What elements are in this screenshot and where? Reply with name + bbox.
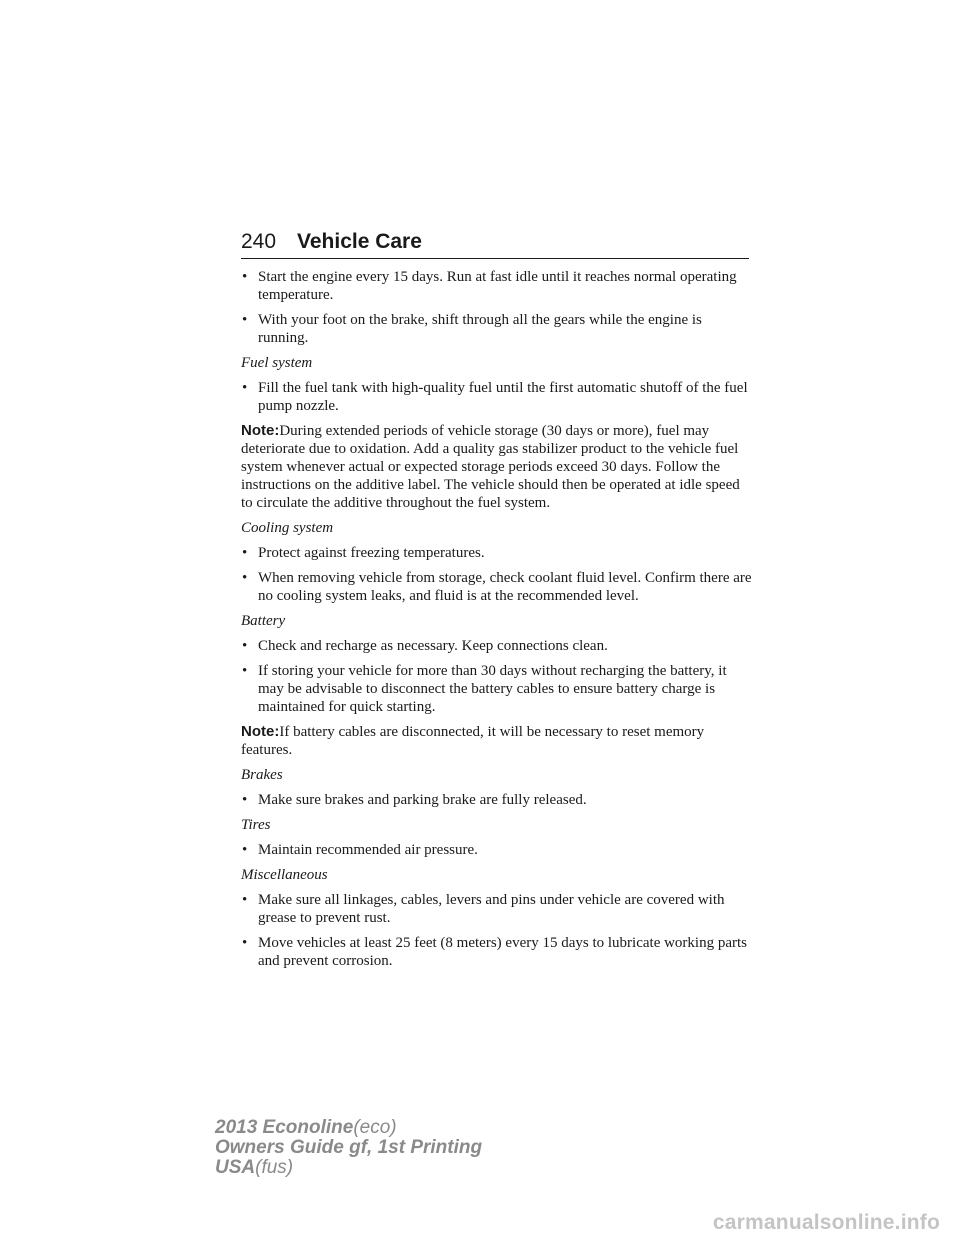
subheading-cooling-system: Cooling system [241, 520, 334, 536]
footer-model: 2013 Econoline [215, 1117, 354, 1138]
subheading-miscellaneous: Miscellaneous [241, 867, 328, 883]
footer-market-code: (fus) [255, 1157, 294, 1178]
bullet-mark: • [242, 380, 248, 396]
bullet-text: Protect against freezing temperatures. [258, 545, 485, 561]
bullet-mark: • [242, 638, 248, 654]
bullet-text: Make sure brakes and parking brake are fully released. [258, 792, 587, 808]
bullet-text: Fill the fuel tank with high-quality fuel until the first automatic shutoff of the fuel pump nozzle. [258, 380, 748, 414]
bullet-item [241, 791, 753, 809]
subheading-battery: Battery [241, 613, 286, 629]
bullet-item [241, 569, 753, 605]
bullet-item [241, 934, 753, 970]
bullet-text: Make sure all linkages, cables, levers and pins under vehicle are covered with grease to prevent rust. [258, 892, 725, 926]
subheading-brakes: Brakes [241, 767, 283, 783]
bullet-text: Move vehicles at least 25 feet (8 meters) every 15 days to lubricate working parts and prevent corrosion. [258, 935, 748, 969]
bullet-mark: • [242, 269, 248, 285]
bullet-mark: • [242, 545, 248, 561]
subheading-fuel-system: Fuel system [241, 355, 313, 371]
bullet-text: Start the engine every 15 days. Run at fast idle until it reaches normal operating temperature. [258, 269, 737, 303]
section-title: Vehicle Care [297, 230, 422, 253]
note-text: During extended periods of vehicle storage (30 days or more), fuel may deteriorate due to oxidation. Add a quality gas stabilizer product to the vehicle fuel system whenever actual or expected storage periods exceed 30 days. Follow the instructions on the additive label. The vehicle should then be operated at idle speed to circulate the additive throughout the fuel system. [241, 423, 740, 511]
bullet-item [241, 637, 753, 655]
note-label: Note: [241, 723, 280, 740]
bullet-mark: • [242, 312, 248, 328]
note-fuel [241, 422, 753, 512]
footer-market: USA [215, 1157, 256, 1178]
footer-line-market [215, 1158, 482, 1178]
bullet-item [241, 379, 753, 415]
page-body [241, 268, 753, 977]
bullet-mark: • [242, 892, 248, 908]
page-number: 240 [241, 230, 277, 253]
subheading-tires: Tires [241, 817, 271, 833]
bullet-text: Check and recharge as necessary. Keep connections clean. [258, 638, 608, 654]
note-label: Note: [241, 422, 280, 439]
page-header [241, 228, 749, 259]
bullet-item [241, 662, 753, 716]
bullet-mark: • [242, 570, 248, 586]
bullet-item [241, 544, 753, 562]
bullet-item [241, 841, 753, 859]
bullet-mark: • [242, 935, 248, 951]
bullet-mark: • [242, 842, 248, 858]
bullet-item [241, 268, 753, 304]
bullet-mark: • [242, 663, 248, 679]
footer-guide: Owners Guide gf, 1st Printing [215, 1137, 483, 1158]
site-watermark: carmanualsonline.info [712, 1211, 940, 1234]
bullet-item [241, 891, 753, 927]
bullet-text: When removing vehicle from storage, check coolant fluid level. Confirm there are no cooling system leaks, and fluid is at the recommended level. [258, 570, 752, 604]
footer-line-model [215, 1118, 482, 1138]
note-battery [241, 723, 753, 759]
bullet-text: With your foot on the brake, shift through all the gears while the engine is running. [258, 312, 702, 346]
bullet-text: Maintain recommended air pressure. [258, 842, 478, 858]
footer-model-code: (eco) [353, 1117, 397, 1138]
note-text: If battery cables are disconnected, it will be necessary to reset memory features. [241, 724, 705, 758]
bullet-item [241, 311, 753, 347]
bullet-mark: • [242, 792, 248, 808]
document-footer [215, 1118, 482, 1178]
footer-line-guide [215, 1138, 482, 1158]
bullet-text: If storing your vehicle for more than 30 days without recharging the battery, it may be advisable to disconnect the battery cables to ensure battery charge is maintained for quick starting. [258, 663, 727, 715]
